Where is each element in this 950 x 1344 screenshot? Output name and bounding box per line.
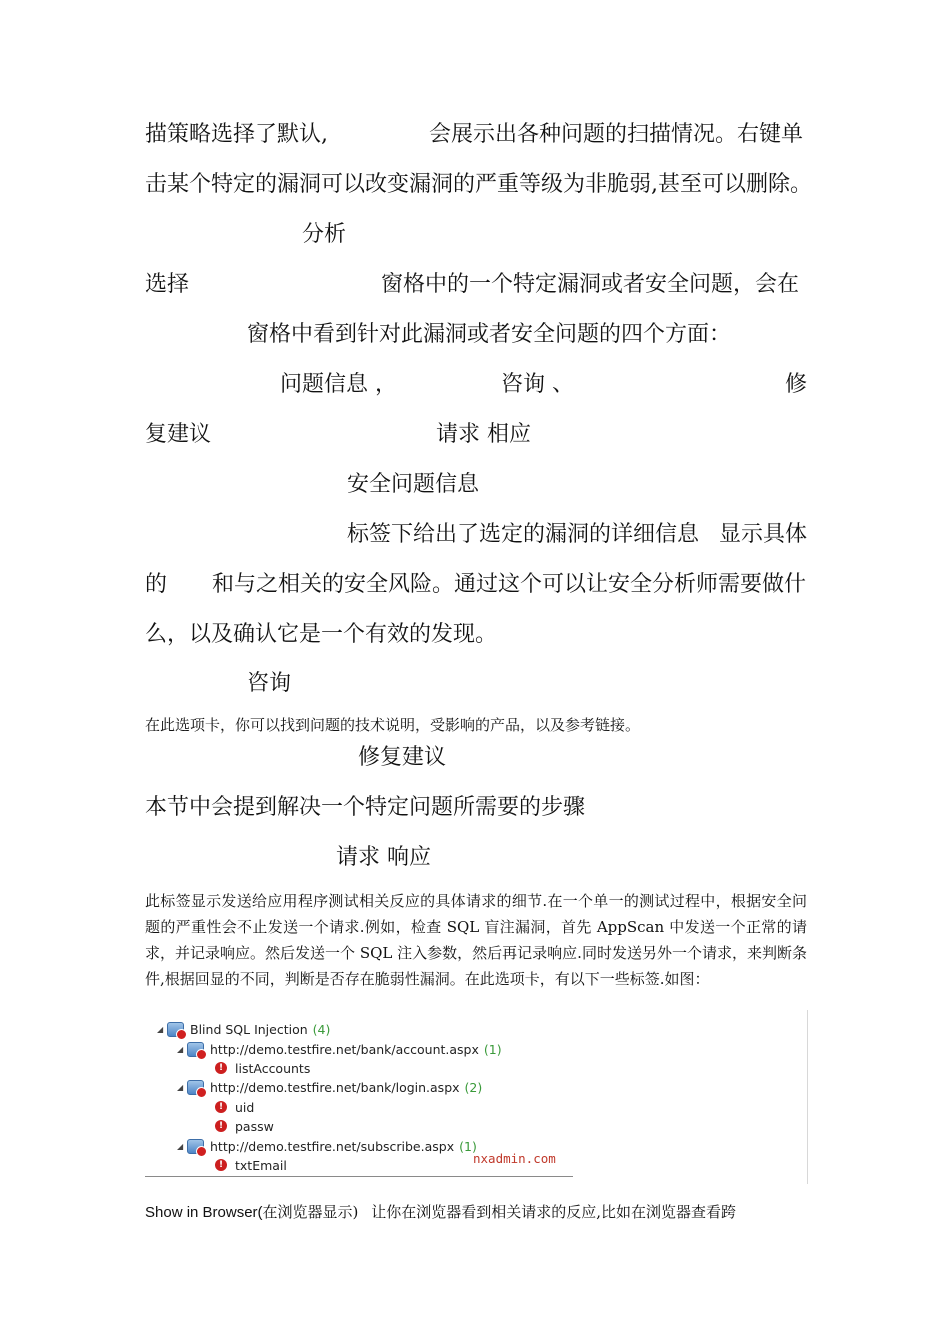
url-folder-icon [187, 1080, 204, 1095]
param-label: txtEmail [235, 1157, 287, 1173]
url-count: (1) [459, 1138, 477, 1154]
error-icon: ! [215, 1159, 227, 1171]
url-label: http://demo.testfire.net/subscribe.aspx [210, 1138, 455, 1154]
url-folder-icon [187, 1042, 204, 1057]
expand-triangle-icon[interactable]: ◢ [157, 1024, 164, 1034]
error-icon: ! [215, 1062, 227, 1074]
text-line-5: 窗格中看到针对此漏洞或者安全问题的四个方面： [247, 322, 732, 347]
expand-triangle-icon[interactable]: ◢ [177, 1082, 184, 1092]
heading-fix-recommendation: 修复建议 [358, 745, 447, 770]
text-line-9b: 显示具体 [719, 522, 808, 547]
url-count: (2) [464, 1079, 483, 1095]
tree-node-param[interactable] [215, 1059, 310, 1077]
text-line-2: 击某个特定的漏洞可以改变漏洞的严重等级为非脆弱,甚至可以删除。 [145, 172, 812, 197]
text-line-4a: 选择 [145, 272, 190, 297]
tree-node-param[interactable] [215, 1098, 254, 1116]
expand-triangle-icon[interactable]: ◢ [177, 1141, 184, 1151]
root-label: Blind SQL Injection [190, 1021, 308, 1037]
tree-node-param[interactable] [215, 1117, 274, 1135]
text-line-6b: 咨询 、 [501, 372, 574, 397]
paragraph-request-details: 此标签显示发送给应用程序测试相关反应的具体请求的细节.在一个单一的测试过程中，根据安全问题的严重性会不止发送一个请求.例如，检查 SQL 盲注漏洞，首先 AppScan 中发送一个正常的请求，并记录响应。然后发送一个 SQL 注入参数，然后再记录响应.同时发送另外一个请求，来判断条件,根据回显的不同，判断是否存在脆弱性漏洞。在此选项卡，有以下一些标签.如图： [145, 892, 807, 988]
param-label: uid [235, 1099, 255, 1115]
text-line-1a: 描策略选择了默认, [145, 122, 328, 147]
text-line-1b: 会展示出各种问题的扫描情况。右键单 [429, 122, 804, 147]
tree-node-root[interactable] [157, 1020, 330, 1038]
show-in-browser-label: Show in Browser( [145, 1204, 263, 1221]
url-label: http://demo.testfire.net/bank/login.aspx [210, 1079, 460, 1095]
tree-node-url[interactable] [177, 1137, 477, 1155]
text-line-last [145, 1205, 736, 1220]
text-line-15: 本节中会提到解决一个特定问题所需要的步骤 [145, 795, 586, 820]
url-count: (1) [483, 1041, 502, 1057]
text-line-6a: 问题信息 ， [280, 372, 397, 397]
text-line-7b: 请求 相应 [436, 422, 531, 447]
param-label: passw [235, 1118, 274, 1134]
tree-bottom-divider [145, 1176, 573, 1177]
text-line-10b: 和与之相关的安全风险。通过这个可以让安全分析师需要做什 [212, 572, 807, 597]
error-icon: ! [215, 1101, 227, 1113]
url-folder-icon [187, 1139, 204, 1154]
heading-request-response: 请求 响应 [336, 845, 431, 870]
heading-security-info: 安全问题信息 [347, 472, 480, 497]
text-line-7a: 复建议 [145, 422, 212, 447]
text-line-4b: 窗格中的一个特定漏洞或者安全问题，会在 [381, 272, 800, 297]
watermark-text: nxadmin.com [473, 1151, 556, 1166]
param-label: listAccounts [235, 1060, 311, 1076]
text-line-9a: 标签下给出了选定的漏洞的详细信息 [347, 522, 700, 547]
root-count: (4) [312, 1021, 331, 1037]
expand-triangle-icon[interactable]: ◢ [177, 1044, 184, 1054]
text-line-6c: 修 [785, 372, 808, 397]
show-in-browser-desc: 让你在浏览器看到相关请求的反应,比如在浏览器查看跨 [371, 1203, 736, 1221]
text-line-13: 在此选项卡，你可以找到问题的技术说明，受影响的产品，以及参考链接。 [145, 716, 641, 734]
tree-node-param[interactable] [215, 1156, 287, 1174]
heading-analysis: 分析 [302, 222, 347, 247]
issue-folder-icon [167, 1022, 184, 1037]
url-label: http://demo.testfire.net/bank/account.aspx [210, 1041, 479, 1057]
tree-node-url[interactable] [177, 1040, 502, 1058]
show-in-browser-cn: 在浏览器显示) [262, 1203, 359, 1221]
text-line-10a: 的 [145, 572, 168, 597]
tree-node-url[interactable] [177, 1078, 482, 1096]
text-line-11: 么，以及确认它是一个有效的发现。 [145, 622, 498, 647]
error-icon: ! [215, 1120, 227, 1132]
heading-advisory: 咨询 [247, 671, 292, 696]
